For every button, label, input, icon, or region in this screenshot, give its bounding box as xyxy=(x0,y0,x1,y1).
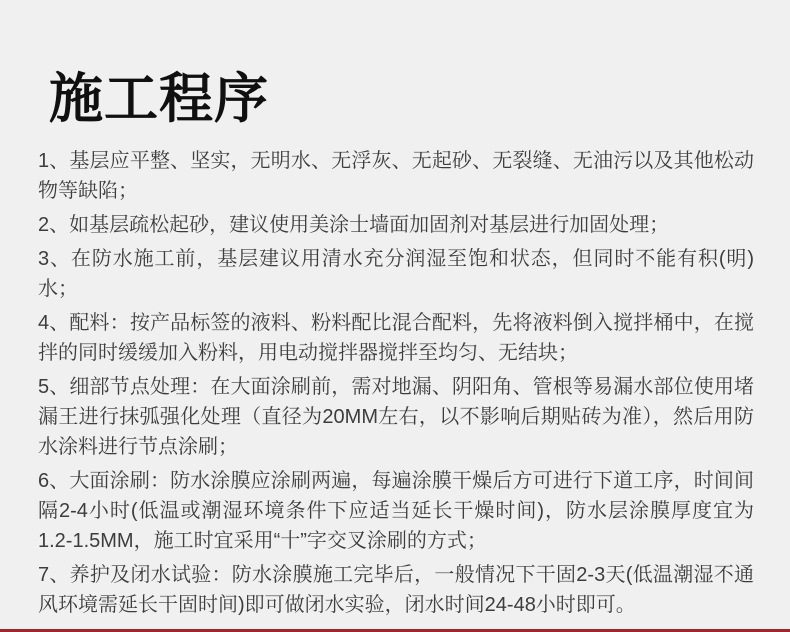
list-item-7: 7、养护及闭水试验：防水涂膜施工完毕后，一般情况下干固2-3天(低温潮湿不通风环境需延长干固时间)即可做闭水实验，闭水时间24-48小时即可。 xyxy=(38,564,754,616)
list-item-1: 1、基层应平整、坚实，无明水、无浮灰、无起砂、无裂缝、无油污以及其他松动物等缺陷； xyxy=(38,150,754,202)
page-title: 施工程序 xyxy=(49,69,269,129)
list-item-5: 5、细部节点处理：在大面涂刷前，需对地漏、阴阳角、管根等易漏水部位使用堵漏王进行抹弧强化处理（直径为20MM左右，以不影响后期贴砖为准），然后用防水涂料进行节点涂刷； xyxy=(38,376,754,458)
list-item-3: 3、在防水施工前，基层建议用清水充分润湿至饱和状态，但同时不能有积(明)水； xyxy=(38,248,754,300)
list-item-6: 6、大面涂刷：防水涂膜应涂刷两遍，每遍涂膜干燥后方可进行下道工序，时间间隔2-4小时(低温或潮湿环境条件下应适当延长干燥时间)，防水层涂膜厚度宜为1.2-1.5MM，施工时宜采用“十”字交叉涂刷的方式； xyxy=(38,470,754,552)
list-item-4: 4、配料：按产品标签的液料、粉料配比混合配料，先将液料倒入搅拌桶中，在搅拌的同时缓缓加入粉料，用电动搅拌器搅拌至均匀、无结块； xyxy=(38,312,754,364)
list-item-2: 2、如基层疏松起砂，建议使用美涂士墙面加固剂对基层进行加固处理； xyxy=(38,214,670,236)
procedure-list xyxy=(38,146,754,624)
